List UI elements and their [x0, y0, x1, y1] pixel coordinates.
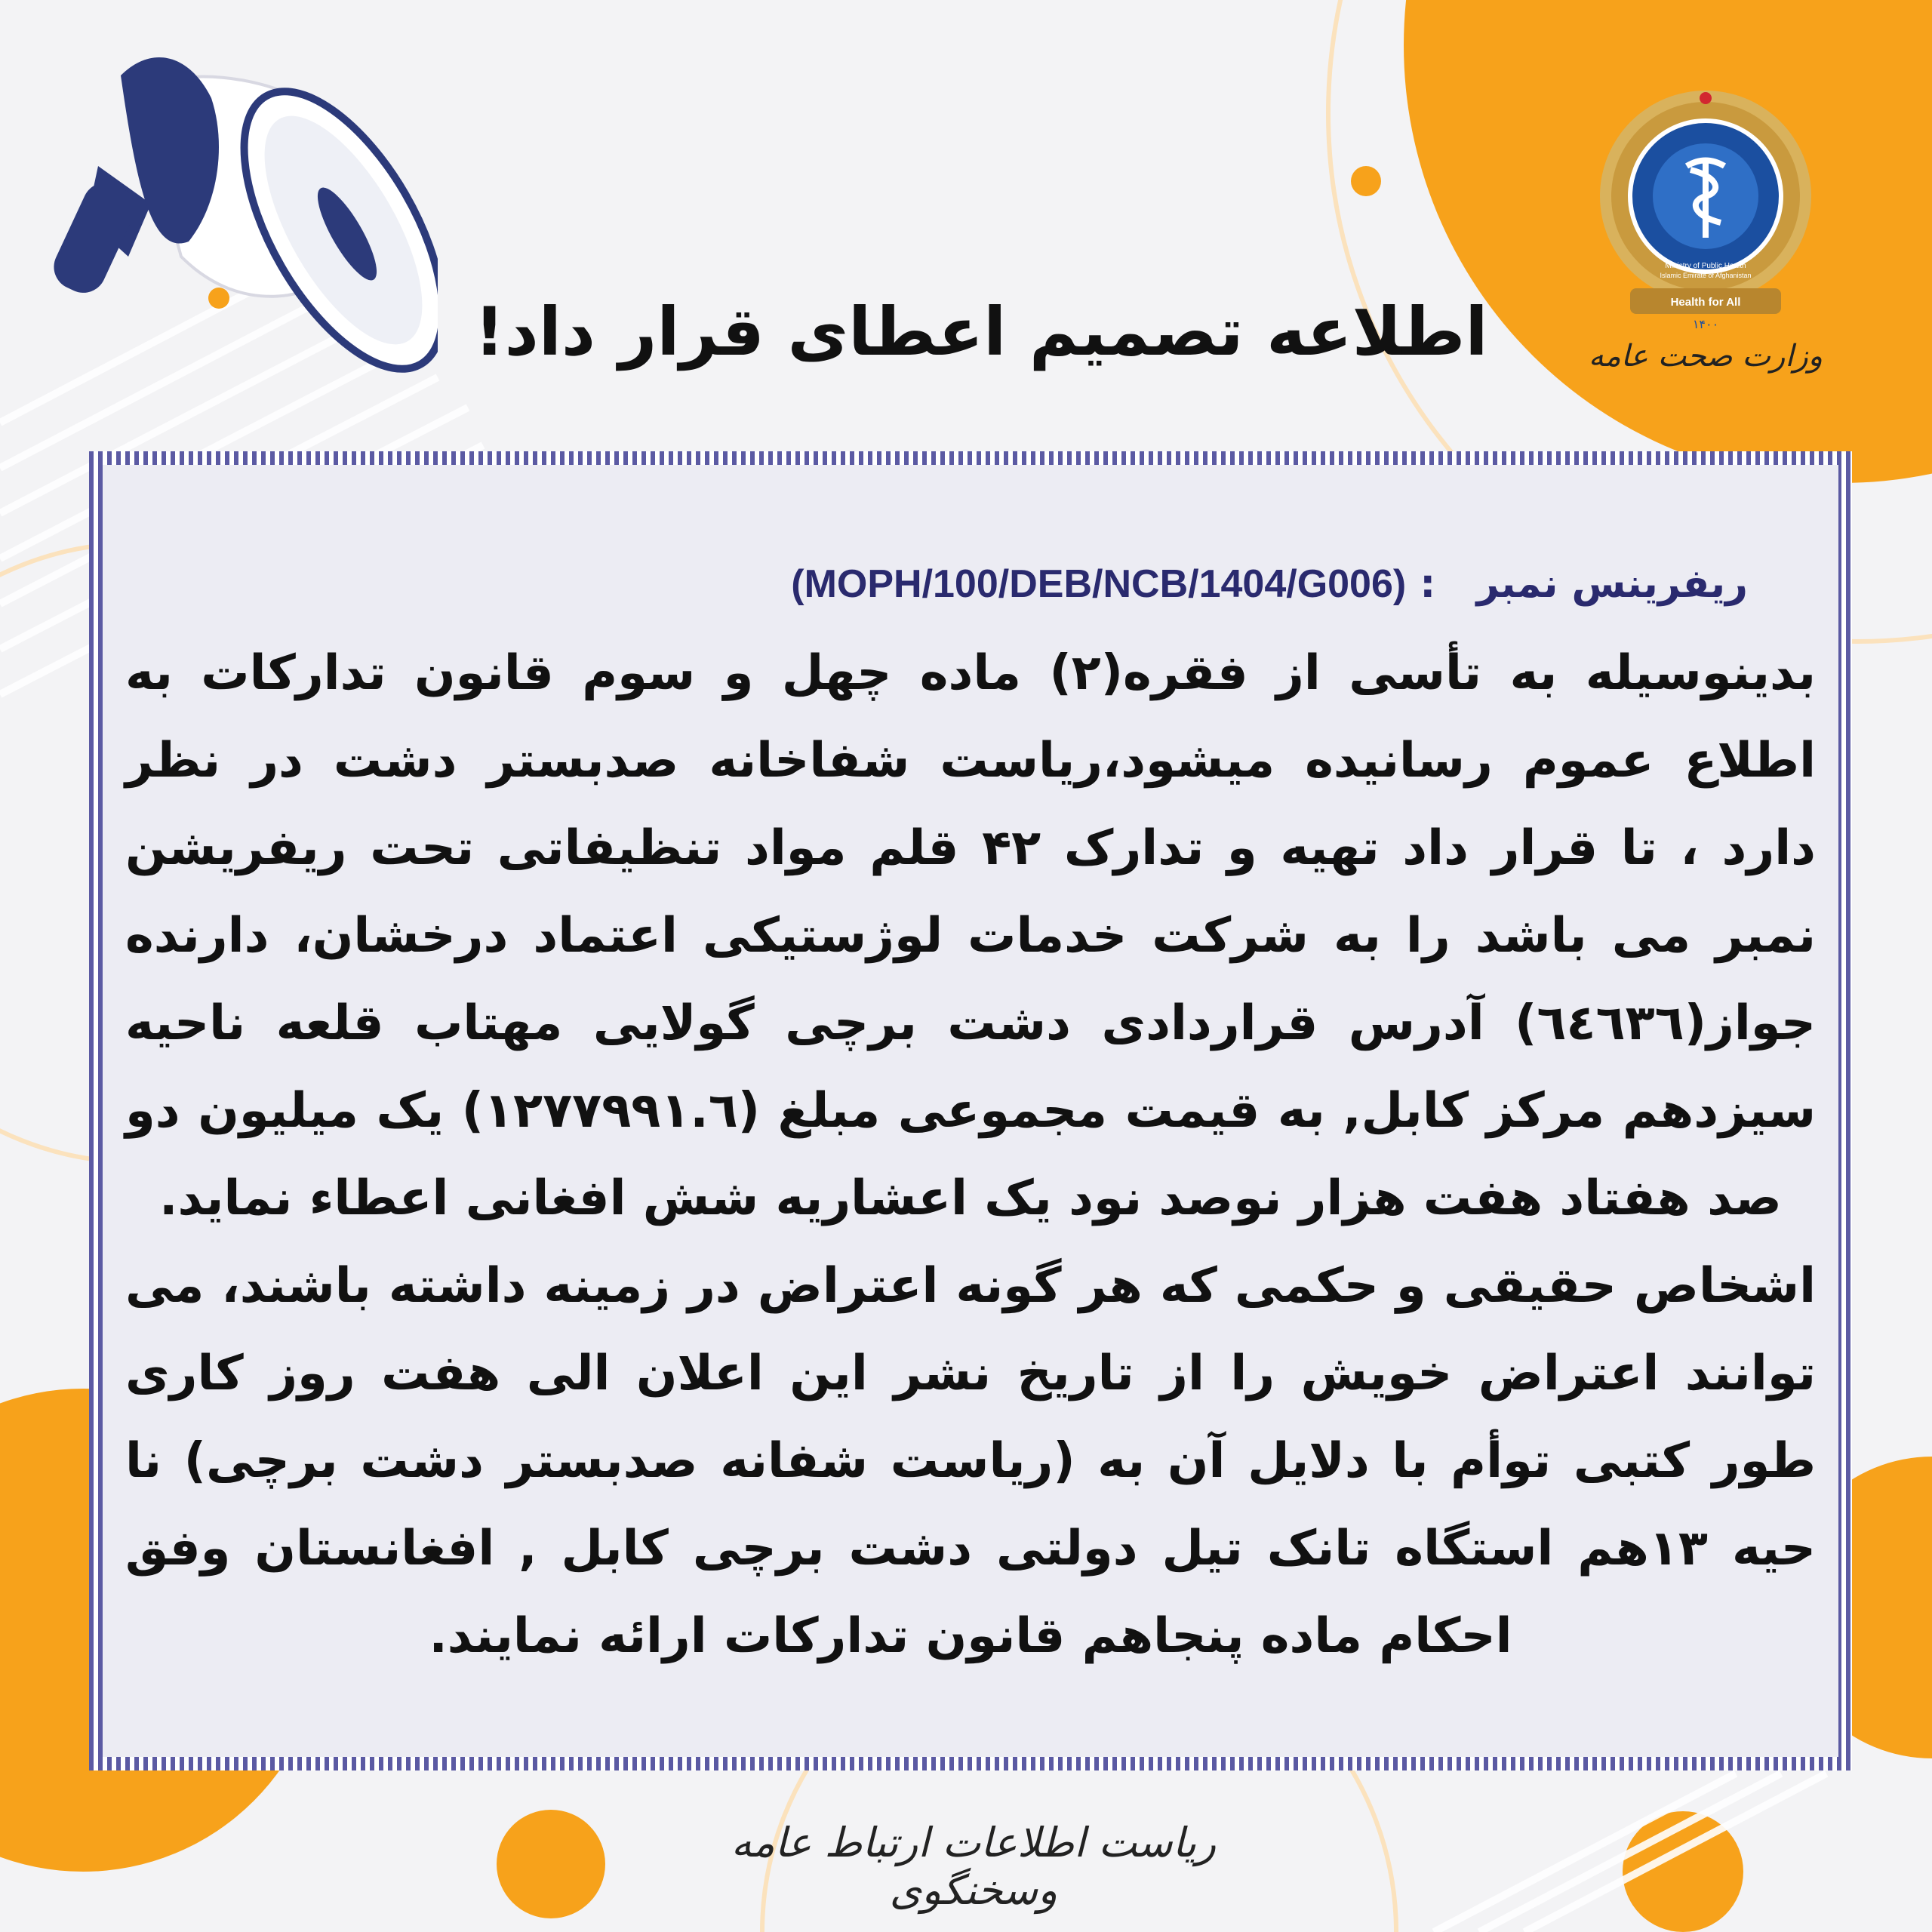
footer-signature: ریاست اطلاعات ارتباط عامه وسخنگوی — [731, 1819, 1217, 1914]
emblem-ring-text-1: Ministry of Public Health — [1665, 262, 1746, 270]
motto-text: Health for All — [1670, 296, 1741, 309]
logo-year: ۱۴۰۰ — [1692, 317, 1719, 331]
ministry-emblem-logo — [1570, 83, 1841, 377]
orange-dot-bottom — [497, 1810, 605, 1918]
reference-label: ریفرینس نمبر — [1476, 561, 1748, 607]
notice-body — [103, 465, 1838, 1757]
logo-caption: وزارت صحت عامه — [1588, 339, 1823, 374]
red-crescent-icon — [1700, 92, 1712, 104]
notice-frame — [89, 451, 1852, 1770]
notice-paragraph-2: اشخاص حقیقی و حکمی که هر گونه اعتراض در زمینه داشته باشند، می توانند اعتراض خویش را از تاریخ نشر این اعلان الی هفت روز کاری طور کتبی توأم با دلایل آن به (ریاست شفانه صدبستر دشت برچی) نا حیه ۱۳هم استگاه تانک تیل دولتی دشت برچی کابل , افغانستان وفق احکام ماده پنجاهم قانون تدارکات ارائه نمایند. — [125, 1258, 1817, 1664]
reference-separator: : — [1420, 561, 1436, 607]
page-title: اطلاعه تصمیم اعطای قرار داد! — [474, 293, 1488, 371]
megaphone-icon — [45, 30, 438, 385]
notice-paragraph-1: بدینوسیله به تأسی از فقره(۲) ماده چهل و سوم قانون تدارکات به اطلاع عموم رسانیده میشود،ریاست شفاخانه صدبستر دشت در نظر دارد ، تا قرار داد تهیه و تدارک ۴۲ قلم مواد تنظیفاتی تحت ریفریشن نمبر می باشد را به شرکت خدمات لوژستیکی اعتماد درخشان، دارنده جواز(٦٤٦٣٦) آدرس قراردادی دشت برچی گولایی مهتاب قلعه ناحیه سیزدهم مرکز کابل, به قیمت مجموعی مبلغ (١٢٧٧٩٩١.٦) یک میلیون دو صد هفتاد هفت هزار نوصد نود یک اعشاریه شش افغانی اعطاء نماید. — [125, 645, 1817, 1226]
emblem-ring-text-2: Islamic Emirate of Afghanistan — [1660, 272, 1752, 279]
reference-line — [276, 539, 1748, 629]
reference-code: (MOPH/100/DEB/NCB/1404/G006) — [791, 562, 1407, 606]
orange-dot — [1351, 166, 1381, 196]
